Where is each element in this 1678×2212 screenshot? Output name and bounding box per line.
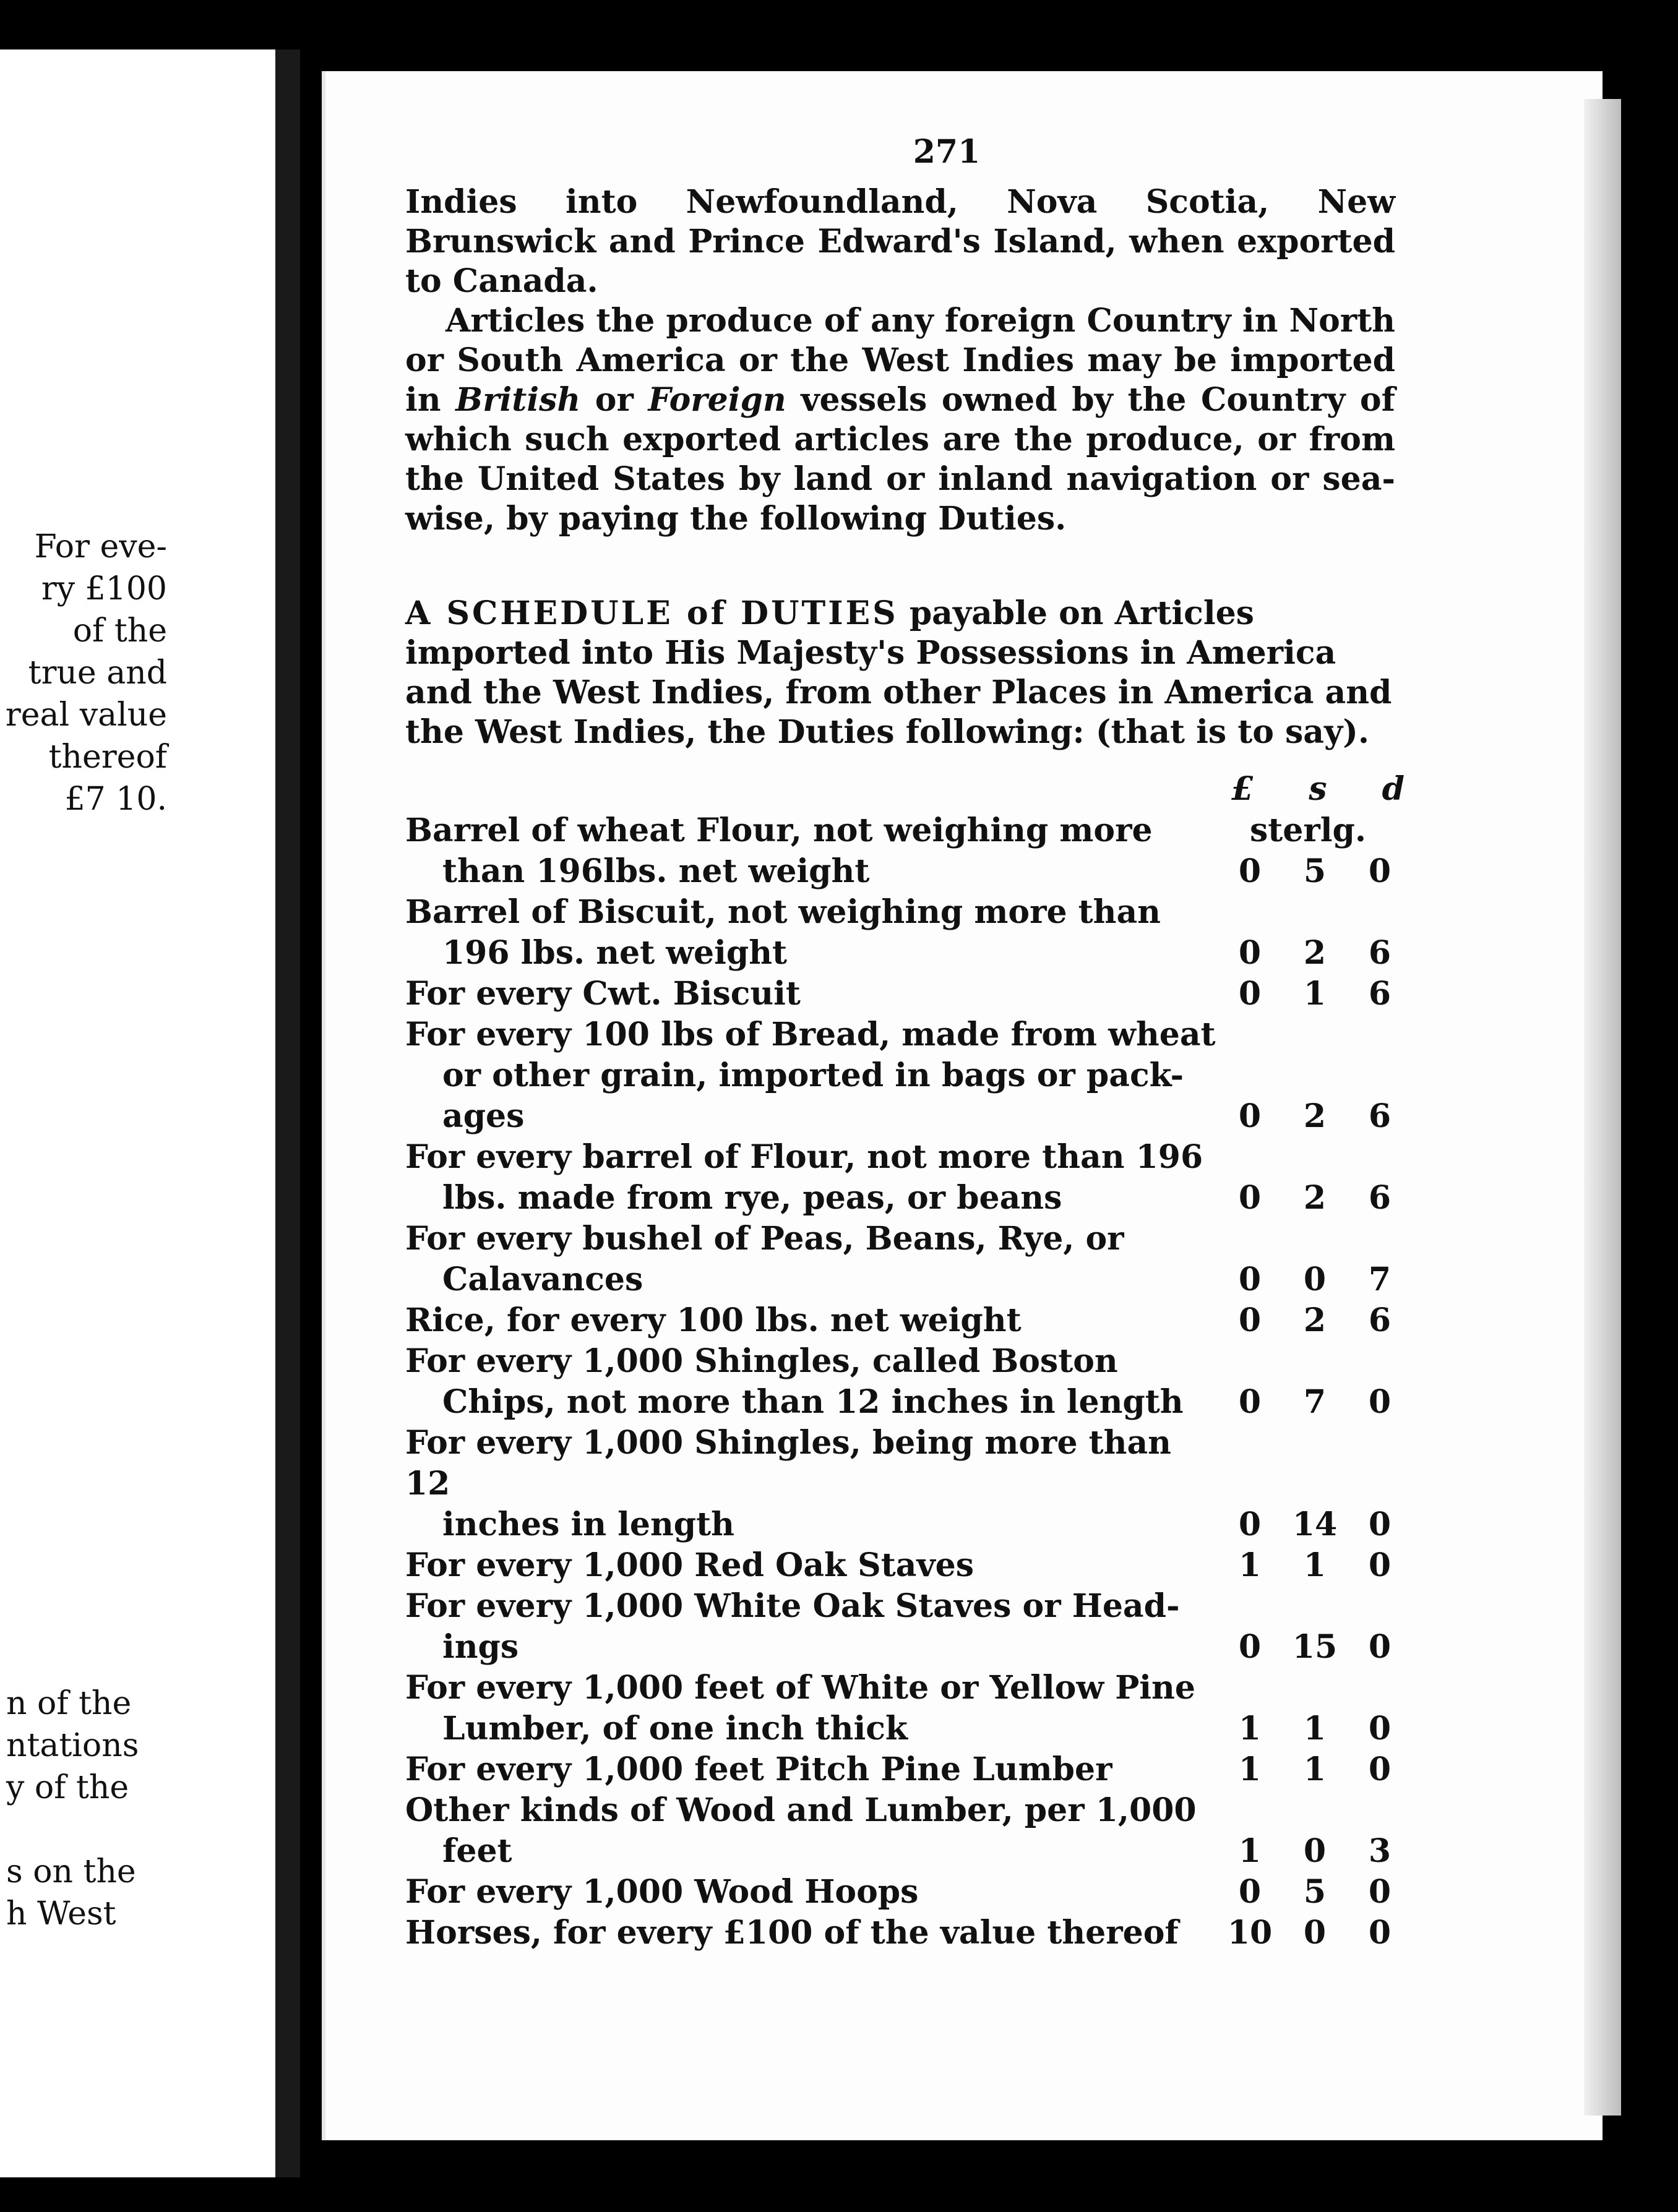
amount-pounds: 0 — [1238, 1383, 1262, 1421]
intro-british-italic: British — [455, 381, 581, 419]
duty-row — [405, 1749, 1408, 1790]
amount-pounds: 0 — [1238, 1873, 1262, 1911]
amount-pounds: 0 — [1238, 1179, 1262, 1217]
duty-row — [405, 1137, 1408, 1219]
amount-shillings: 1 — [1303, 975, 1327, 1013]
schedule-description: payable on Articles imported into His Majesty's Possessions in America and the West Indies, from other Places in America and the West Indies, the Duties following: (that is to say). — [405, 594, 1392, 751]
amount-pounds: 0 — [1238, 1506, 1262, 1543]
amount-shillings: 14 — [1292, 1506, 1338, 1543]
amount-shillings: 1 — [1303, 1710, 1327, 1747]
duty-amount — [1222, 1831, 1408, 1872]
duty-amount — [1222, 851, 1408, 892]
amount-pence: 6 — [1368, 1301, 1392, 1339]
amount-pounds: 0 — [1238, 1301, 1262, 1339]
amount-shillings: 0 — [1303, 1261, 1327, 1298]
amount-pence: 0 — [1368, 1873, 1392, 1911]
duty-description — [405, 1749, 1222, 1790]
duty-description-line: For every bushel of Peas, Beans, Rye, or — [405, 1220, 1124, 1258]
intro-paragraph-2-part-b: vessels owned by the Country of which such exported articles are the produce, or from the United States by land or inland navigation or sea-wise, by paying the following Duties. — [405, 381, 1395, 538]
intro-paragraph-1: Indies into Newfoundland, Nova Scotia, New Brunswick and Prince Edward's Island, when exported to Canada. — [405, 183, 1395, 300]
duty-amount — [1222, 1259, 1408, 1300]
duty-row — [405, 1300, 1408, 1341]
facing-page-line: n of the — [6, 1685, 132, 1722]
facing-page-line: ntations — [6, 1727, 139, 1764]
duty-amount — [1222, 1096, 1408, 1137]
schedule-title: A SCHEDULE of DUTIES — [405, 594, 898, 632]
duty-amount — [1222, 1545, 1408, 1586]
amount-pounds: 1 — [1238, 1710, 1262, 1747]
duty-description-line: For every 1,000 feet Pitch Pine Lumber — [405, 1751, 1112, 1788]
duty-description-line: For every 1,000 Shingles, being more than 12 — [405, 1424, 1171, 1503]
duty-description-line: For every barrel of Flour, not more than 196 — [405, 1138, 1203, 1176]
intro-text — [405, 182, 1395, 539]
intro-paragraph-2 — [405, 301, 1395, 539]
duty-row — [405, 1545, 1408, 1586]
duty-description — [405, 1341, 1222, 1423]
amount-pence: 0 — [1368, 1914, 1392, 1952]
amount-shillings: 0 — [1303, 1914, 1327, 1952]
amount-shillings: 2 — [1303, 1301, 1327, 1339]
column-header-pounds: £ — [1231, 770, 1254, 808]
duty-row — [405, 1668, 1408, 1749]
facing-page-line: thereof — [48, 739, 167, 776]
duty-description-line: or other grain, imported in bags or pack- — [442, 1057, 1184, 1094]
amount-pence: 7 — [1368, 1261, 1392, 1298]
amount-pence: 6 — [1368, 1097, 1392, 1135]
duty-row — [405, 1341, 1408, 1423]
duty-description-line: inches in length — [442, 1506, 734, 1543]
duty-description — [405, 1137, 1222, 1219]
amount-pence: 0 — [1368, 1546, 1392, 1584]
amount-pounds: 0 — [1238, 934, 1262, 972]
duty-amount — [1222, 1749, 1408, 1790]
facing-page-line: true and — [28, 654, 167, 692]
duty-amount — [1222, 974, 1408, 1014]
duty-description-line: Barrel of Biscuit, not weighing more than — [405, 893, 1161, 931]
duty-amount — [1222, 1627, 1408, 1668]
facing-page-text-bottom — [0, 1683, 275, 1935]
duty-row — [405, 1219, 1408, 1300]
amount-pence: 0 — [1368, 852, 1392, 890]
book-gutter — [275, 49, 300, 2177]
duty-description — [405, 1545, 1222, 1586]
intro-or: or — [580, 381, 648, 419]
duty-amount — [1222, 1178, 1408, 1219]
duty-description-line: ings — [442, 1628, 519, 1666]
duty-description-line: Calavances — [442, 1261, 643, 1298]
duty-row — [405, 1790, 1408, 1872]
amount-shillings: 2 — [1303, 1179, 1327, 1217]
amount-pounds: 0 — [1238, 1097, 1262, 1135]
amount-pence: 6 — [1368, 975, 1392, 1013]
duty-amount — [1222, 1504, 1408, 1545]
duty-description-line: Rice, for every 100 lbs. net weight — [405, 1301, 1022, 1339]
amount-pounds: 0 — [1238, 975, 1262, 1013]
duty-description — [405, 1300, 1222, 1341]
duty-amount — [1222, 933, 1408, 974]
facing-page-line: h West — [6, 1895, 116, 1932]
duty-description-line: Barrel of wheat Flour, not weighing more — [405, 812, 1153, 849]
duty-description — [405, 1014, 1222, 1137]
duty-description — [405, 810, 1222, 892]
amount-shillings: 2 — [1303, 934, 1327, 972]
duty-amount — [1222, 1872, 1408, 1913]
duty-row — [405, 892, 1408, 974]
amount-pounds: 0 — [1238, 1628, 1262, 1666]
amount-pounds: 1 — [1238, 1751, 1262, 1788]
duty-description-line: For every 1,000 Red Oak Staves — [405, 1546, 975, 1584]
facing-page-text-top — [0, 526, 275, 820]
duty-description-line: For every 1,000 Shingles, called Boston — [405, 1342, 1118, 1380]
facing-page-line — [0, 1809, 275, 1851]
amount-pence: 3 — [1368, 1832, 1392, 1870]
facing-page-line: of the — [72, 612, 167, 649]
duty-description-line: For every 100 lbs of Bread, made from wheat — [405, 1016, 1216, 1053]
page-number: 271 — [913, 133, 981, 171]
currency-column-headers — [1231, 770, 1405, 808]
facing-page-line: ry £100 — [41, 570, 167, 607]
amount-pence: 6 — [1368, 1179, 1392, 1217]
duty-description-line: For every 1,000 Wood Hoops — [405, 1873, 919, 1911]
amount-pounds: 10 — [1227, 1914, 1273, 1952]
column-header-pence: d — [1382, 770, 1405, 808]
facing-page-line: real value — [5, 697, 167, 734]
duty-description-line: Chips, not more than 12 inches in length — [442, 1383, 1184, 1421]
intro-foreign-italic: Foreign — [648, 381, 786, 419]
duty-row — [405, 1423, 1408, 1545]
duty-description-line: For every 1,000 White Oak Staves or Head- — [405, 1587, 1180, 1625]
column-header-shillings: s — [1309, 770, 1327, 808]
duty-amount — [1222, 1708, 1408, 1749]
duty-description — [405, 1586, 1222, 1668]
duty-description — [405, 1913, 1222, 1953]
duty-description-line: Other kinds of Wood and Lumber, per 1,000 — [405, 1791, 1197, 1829]
duty-description — [405, 1668, 1222, 1749]
facing-page-line: y of the — [6, 1769, 129, 1806]
facing-page-line: s on the — [6, 1853, 136, 1890]
duty-row — [405, 1872, 1408, 1913]
amount-shillings: 5 — [1303, 852, 1327, 890]
duty-row — [405, 1913, 1408, 1953]
intro-paragraph-2-part-a: Articles the produce of any foreign Country in North or South America or the West Indies may be imported in — [405, 302, 1395, 419]
amount-pounds: 1 — [1238, 1832, 1262, 1870]
duty-amount — [1222, 1382, 1408, 1423]
duty-description — [405, 1790, 1222, 1872]
amount-pounds: 0 — [1238, 1261, 1262, 1298]
amount-shillings: 1 — [1303, 1546, 1327, 1584]
duty-description-line: Horses, for every £100 of the value thereof — [405, 1914, 1179, 1952]
amount-shillings: 7 — [1303, 1383, 1327, 1421]
duty-description — [405, 892, 1222, 974]
page-edge-shadow — [1584, 99, 1621, 2116]
amount-pounds: 0 — [1238, 852, 1262, 890]
duty-description — [405, 1872, 1222, 1913]
currency-note: sterlg. — [1250, 812, 1366, 849]
amount-pence: 0 — [1368, 1751, 1392, 1788]
duty-amount — [1222, 1300, 1408, 1341]
duty-row — [405, 1014, 1408, 1137]
duty-description-line: 196 lbs. net weight — [442, 934, 788, 972]
duty-description-line: lbs. made from rye, peas, or beans — [442, 1179, 1062, 1217]
duty-description-line: For every 1,000 feet of White or Yellow Pine — [405, 1669, 1195, 1707]
amount-pence: 0 — [1368, 1506, 1392, 1543]
duty-description-line: feet — [442, 1832, 512, 1870]
amount-shillings: 0 — [1303, 1832, 1327, 1870]
duties-table — [405, 810, 1408, 1953]
amount-shillings: 1 — [1303, 1751, 1327, 1788]
duty-description — [405, 974, 1222, 1014]
duty-description-line: than 196lbs. net weight — [442, 852, 870, 890]
facing-page-line: £7 10. — [64, 781, 167, 818]
facing-page-line: For eve- — [34, 528, 167, 565]
duty-description-line: ages — [442, 1097, 525, 1135]
duty-description — [405, 1219, 1222, 1300]
schedule-heading — [405, 594, 1395, 752]
amount-pounds: 1 — [1238, 1546, 1262, 1584]
amount-pence: 0 — [1368, 1628, 1392, 1666]
duty-description-line: Lumber, of one inch thick — [442, 1710, 908, 1747]
duty-row — [405, 1586, 1408, 1668]
duty-amount — [1222, 1913, 1408, 1953]
amount-shillings: 15 — [1292, 1628, 1338, 1666]
amount-shillings: 2 — [1303, 1097, 1327, 1135]
duty-description — [405, 1423, 1222, 1545]
amount-pence: 0 — [1368, 1383, 1392, 1421]
amount-pence: 6 — [1368, 934, 1392, 972]
duty-description-line: For every Cwt. Biscuit — [405, 975, 801, 1013]
duty-row — [405, 974, 1408, 1014]
amount-pence: 0 — [1368, 1710, 1392, 1747]
amount-shillings: 5 — [1303, 1873, 1327, 1911]
